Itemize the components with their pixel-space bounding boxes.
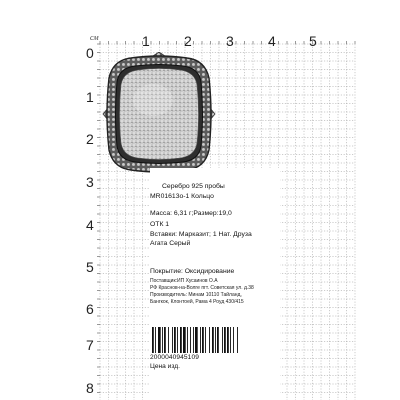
barcode-bar [164, 327, 166, 353]
ruler-number-top: 3 [226, 33, 234, 49]
label-weight-size: Масса: 6,31 г;Размер:19,0 [150, 210, 232, 217]
label-inserts-cont: Агата Серый [150, 240, 191, 247]
label-supplier-address: РФ Краснов-на-Волге пгт. Советская ул. д.38 [150, 285, 254, 291]
ruler-number-left: 6 [86, 301, 94, 317]
barcode-bar [195, 327, 198, 353]
barcode-bar [224, 327, 226, 353]
label-metal: Серебро 925 пробы [162, 183, 225, 190]
label-inserts: Вставки: Марказит; 1 Нат. Друза [150, 231, 252, 238]
barcode-bar [180, 327, 182, 353]
barcode-bar [183, 327, 186, 353]
barcode-bar [202, 327, 204, 353]
ruler-number-left: 3 [86, 174, 94, 190]
barcode-bar [174, 327, 176, 353]
barcode-bar [193, 327, 194, 353]
barcode-bar [227, 327, 229, 353]
barcode-number: 2000040945109 [150, 354, 199, 361]
barcode-bar [158, 327, 161, 353]
ring-photo [101, 52, 217, 180]
barcode-bar [205, 327, 206, 353]
price-label: Цена изд. [150, 363, 180, 370]
ruler-number-left: 2 [86, 131, 94, 147]
barcode-bar [155, 327, 156, 353]
ruler-number-top: 5 [309, 33, 317, 49]
barcode-bar [217, 327, 219, 353]
label-manufacturer: Производитель: Минам 10110 Тайланд, [150, 292, 242, 298]
barcode [150, 327, 268, 353]
barcode-bar [177, 327, 178, 353]
barcode-bar [233, 327, 234, 353]
barcode-bar [222, 327, 223, 353]
ruler-number-left: 1 [86, 89, 94, 105]
barcode-bar [215, 327, 216, 353]
barcode-bar [168, 327, 169, 353]
label-article: MR01613o-1 Кольцо [150, 193, 214, 200]
label-supplier: Поставщик:ИП Хусаинов О.А [150, 278, 218, 284]
barcode-bar [237, 327, 238, 353]
ruler-unit-label: см [90, 33, 99, 42]
barcode-bar [190, 327, 191, 353]
ruler-number-top: 2 [184, 33, 192, 49]
label-manufacturer-address: Бангкок, Клонтоей, Рама 4 Роуд 430/415 [150, 299, 244, 305]
barcode-bar [209, 327, 210, 353]
barcode-bar [230, 327, 231, 353]
barcode-bar [200, 327, 201, 353]
barcode-bar [172, 327, 173, 353]
product-label [150, 168, 280, 400]
barcode-bar [212, 327, 214, 353]
label-otk: ОТК 1 [150, 221, 170, 228]
ruler-number-top: 4 [268, 33, 276, 49]
ruler-number-left: 4 [86, 217, 94, 233]
label-coating: Покрытие: Оксидирование [150, 268, 235, 275]
barcode-bar [152, 327, 154, 353]
ruler-number-left: 5 [86, 259, 94, 275]
barcode-bar [187, 327, 188, 353]
ruler-number-left: 8 [86, 380, 94, 396]
barcode-bar [162, 327, 163, 353]
ruler-number-left: 7 [86, 337, 94, 353]
ruler-number-left: 0 [86, 45, 94, 61]
ruler-number-top: 1 [142, 33, 150, 49]
